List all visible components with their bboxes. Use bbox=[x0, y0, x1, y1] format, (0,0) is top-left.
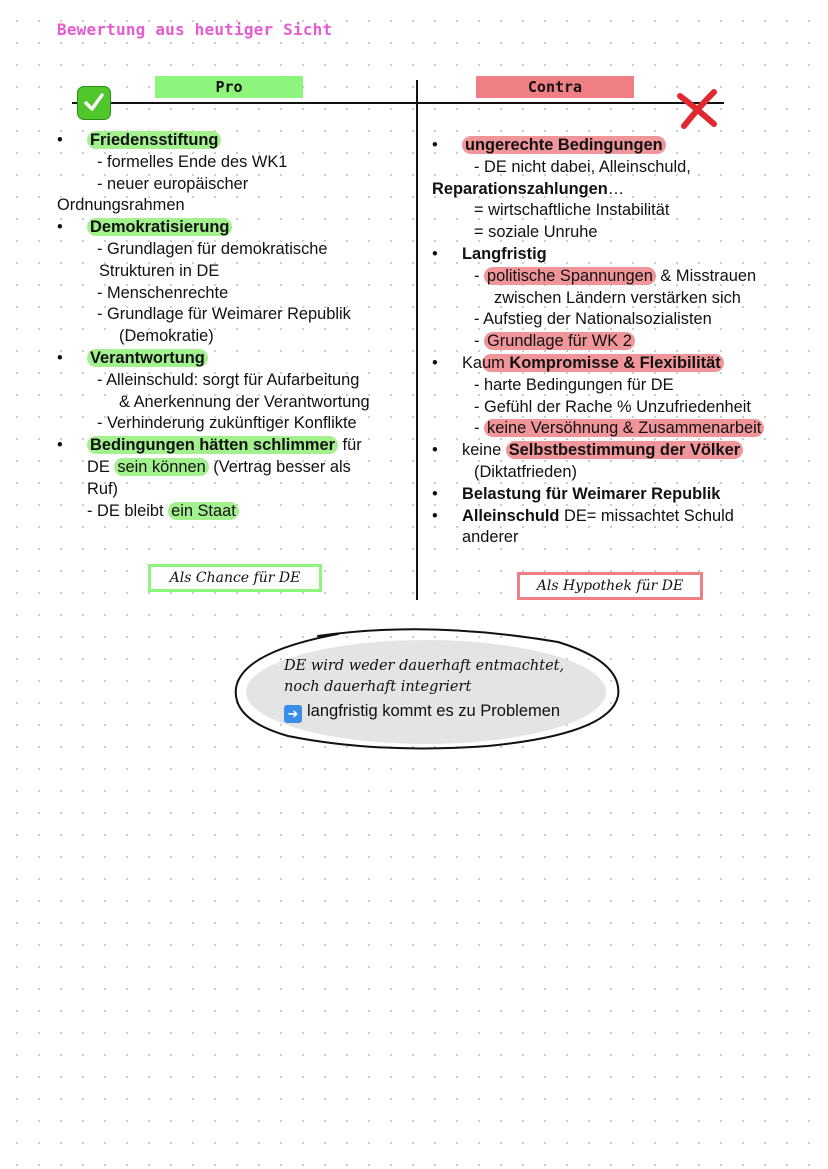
pro-column: • Friedensstiftung - formelles Ende des WK1 - neuer europäischer Ordnungsrahmen • Demokratisierung - Grundlagen für demokratische Strukturen in DE - Menschenrechte - Grundlage für Weimarer Republik (Demokratie) • Verantwortung - Alleinschuld: sorgt für Aufarbeitung & Anerkennung der Verantwortung - Verhinderung zukünftiger Konflikte • Bedingungen hätten schlimmer für DE sein können (Vertrag besser als Ruf) - DE bleibt ein Staat bbox=[57, 130, 407, 522]
list-item: • Friedensstiftung bbox=[57, 130, 407, 152]
page-title: Bewertung aus heutiger Sicht bbox=[57, 20, 333, 39]
bullet: • bbox=[432, 244, 438, 263]
conclusion-text: DE wird weder dauerhaft entmachtet, noch dauerhaft integriert bbox=[284, 658, 565, 695]
list-item: • Belastung für Weimarer Republik bbox=[432, 484, 812, 506]
conclusion-arrow-line: ➜ langfristig kommt es zu Problemen bbox=[284, 702, 560, 723]
bullet: • bbox=[432, 441, 438, 460]
bullet: • bbox=[57, 348, 63, 367]
contra-heading: Contra bbox=[476, 76, 634, 98]
list-item: • ungerechte Bedingungen bbox=[432, 135, 812, 157]
list-item: • keine Selbstbestimmung der Völker bbox=[432, 440, 812, 462]
bullet: • bbox=[57, 131, 63, 149]
checkmark-icon bbox=[77, 86, 111, 120]
list-item: • Verantwortung bbox=[57, 348, 407, 370]
contra-column: • ungerechte Bedingungen - DE nicht dabei, Alleinschuld, Reparationszahlungen… = wirtschaftliche Instabilität = soziale Unruhe • Langfristig - politische Spannungen & Misstrauen zwischen Ländern verstärken sich - Aufstieg der Nationalsozialisten - Grundlage für WK 2 • Kaum Kompromisse & Flexibilität - harte Bedingungen für DE - Gefühl der Rache % Unzufriedenheit - keine Versöhnung & Zusammenarbeit • keine Selbstbestimmung der Völker (Diktatfrieden) • Belastung für Weimarer Republik • Alleinschuld DE= missachtet Schuld anderer bbox=[432, 135, 812, 549]
list-item: • Langfristig bbox=[432, 244, 812, 266]
contra-summary-box: Als Hypothek für DE bbox=[517, 572, 703, 600]
right-arrow-icon: ➜ bbox=[284, 705, 302, 723]
list-item: • Bedingungen hätten schlimmer für bbox=[57, 435, 407, 457]
cross-icon bbox=[676, 88, 720, 135]
bullet: • bbox=[432, 484, 438, 503]
bullet: • bbox=[57, 218, 63, 237]
table-horizontal-line bbox=[72, 102, 724, 104]
list-item: • Alleinschuld DE= missachtet Schuld bbox=[432, 506, 812, 528]
list-item: • Demokratisierung bbox=[57, 217, 407, 239]
pro-summary-box: Als Chance für DE bbox=[148, 564, 322, 592]
pro-heading: Pro bbox=[155, 76, 303, 98]
bullet: • bbox=[432, 353, 438, 372]
bullet: • bbox=[432, 136, 438, 154]
table-vertical-line bbox=[416, 80, 418, 600]
bullet: • bbox=[432, 506, 438, 525]
bullet: • bbox=[57, 436, 63, 455]
list-item: • Kaum Kompromisse & Flexibilität bbox=[432, 353, 812, 375]
